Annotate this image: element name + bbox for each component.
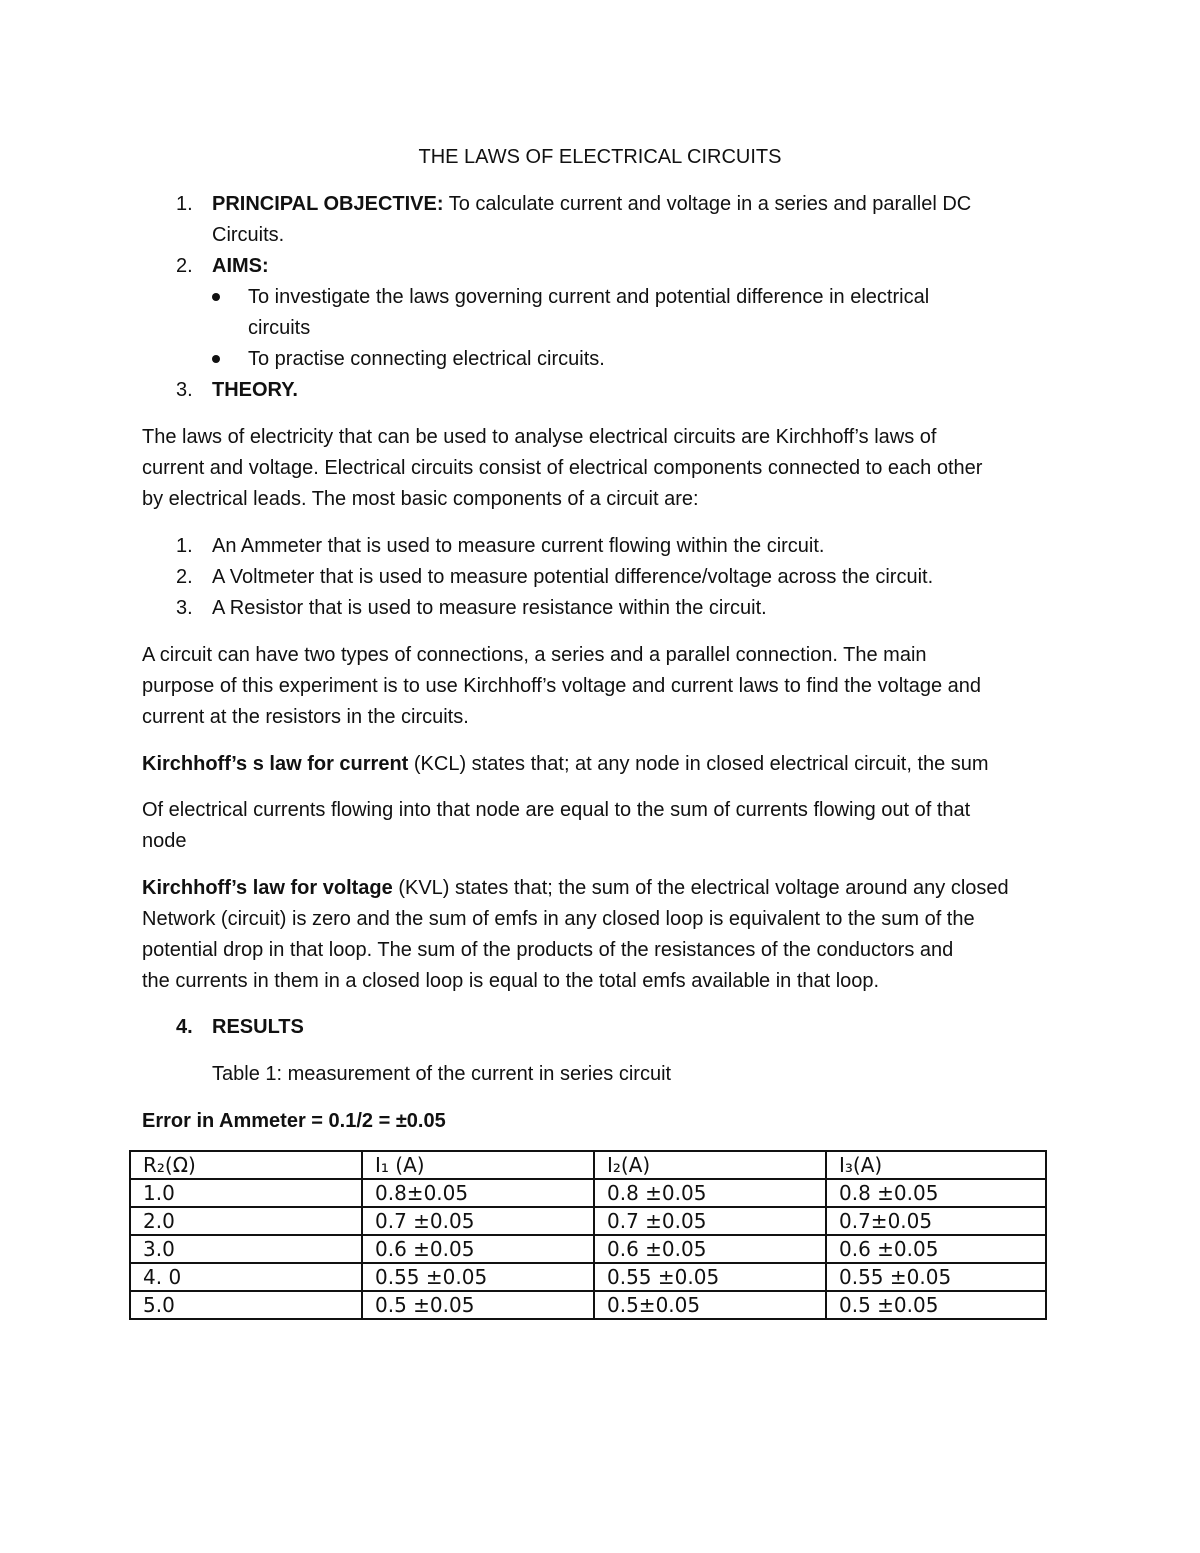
component-item: A Voltmeter that is used to measure potential difference/voltage across the circuit. [212,566,934,588]
table-cell: 2.0 [130,1207,362,1235]
section4-label: RESULTS [212,1016,304,1038]
theory-para2-line: purpose of this experiment is to use Kirchhoff’s voltage and current laws to find the voltage and [142,675,982,697]
table-caption: Table 1: measurement of the current in series circuit [212,1063,672,1085]
kcl-text-line3: node [142,830,187,852]
table-row [130,1291,1046,1319]
kcl-label: Kirchhoff’s s law for current [142,753,409,775]
table-cell: 0.6 ±0.05 [594,1235,826,1263]
table-cell: 1.0 [130,1179,362,1207]
section1-text-continued: Circuits. [212,224,285,246]
table-cell: 0.55 ±0.05 [594,1263,826,1291]
kvl-text-line: potential drop in that loop. The sum of the products of the resistances of the conductors and [142,939,954,961]
table-cell: 4. 0 [130,1263,362,1291]
kvl-text-line: the currents in them in a closed loop is equal to the total emfs available in that loop. [142,970,880,992]
table-cell: 0.7 ±0.05 [594,1207,826,1235]
section4-number: 4. [176,1016,193,1038]
kcl-text: (KCL) states that; at any node in closed electrical circuit, the sum [408,753,989,775]
theory-para2-line: A circuit can have two types of connections, a series and a parallel connection. The main [142,644,927,666]
table-row [130,1235,1046,1263]
results-table [129,1150,1047,1320]
section3-label: THEORY. [212,379,298,401]
component-number: 3. [176,597,193,619]
table-row [130,1179,1046,1207]
kvl-text: (KVL) states that; the sum of the electrical voltage around any closed [392,877,1009,899]
section2-heading [212,251,269,282]
bullet-dot-icon [212,293,220,301]
aim-bullet-2: To practise connecting electrical circuits. [248,348,605,370]
error-note: Error in Ammeter = 0.1/2 = ±0.05 [142,1110,446,1132]
section1-text: To calculate current and voltage in a series and parallel DC [443,193,972,215]
table-header-cell: I₂(A) [594,1151,826,1179]
section1-label: PRINCIPAL OBJECTIVE: [212,193,444,215]
table-cell: 5.0 [130,1291,362,1319]
table-row [130,1207,1046,1235]
kcl-statement [142,749,989,780]
component-item: A Resistor that is used to measure resistance within the circuit. [212,597,767,619]
aim-bullet-1-continued: circuits [248,317,311,339]
theory-para1-line: The laws of electricity that can be used to analyse electrical circuits are Kirchhoff’s laws of [142,426,937,448]
section3-heading [212,375,298,406]
theory-para2-line: current at the resistors in the circuits. [142,706,469,728]
bullet-dot-icon [212,355,220,363]
theory-para1-line: by electrical leads. The most basic components of a circuit are: [142,488,699,510]
component-item: An Ammeter that is used to measure current flowing within the circuit. [212,535,825,557]
table-header-cell: R₂(Ω) [130,1151,362,1179]
aim-bullet-1: To investigate the laws governing current and potential difference in electrical [248,286,930,308]
table-cell: 3.0 [130,1235,362,1263]
table-cell: 0.55 ±0.05 [826,1263,1046,1291]
table-cell: 0.7±0.05 [826,1207,1046,1235]
table-cell: 0.6 ±0.05 [826,1235,1046,1263]
section1-number: 1. [176,193,193,215]
table-cell: 0.6 ±0.05 [362,1235,594,1263]
component-number: 2. [176,566,193,588]
kvl-statement [142,873,1009,904]
theory-para1-line: current and voltage. Electrical circuits consist of electrical components connected to each other [142,457,983,479]
table-cell: 0.8 ±0.05 [826,1179,1046,1207]
table-header-cell: I₃(A) [826,1151,1046,1179]
page-title: THE LAWS OF ELECTRICAL CIRCUITS [418,146,782,168]
table-cell: 0.5 ±0.05 [826,1291,1046,1319]
kvl-label: Kirchhoff’s law for voltage [142,877,393,899]
table-cell: 0.8 ±0.05 [594,1179,826,1207]
table-cell: 0.8±0.05 [362,1179,594,1207]
component-number: 1. [176,535,193,557]
kvl-text-line: Network (circuit) is zero and the sum of emfs in any closed loop is equivalent to the sum of the [142,908,975,930]
table-cell: 0.5±0.05 [594,1291,826,1319]
section4-heading [212,1012,304,1043]
kcl-text-line2: Of electrical currents flowing into that node are equal to the sum of currents flowing out of that [142,799,971,821]
section2-label: AIMS: [212,255,269,277]
table-header-row [130,1151,1046,1179]
table-row [130,1263,1046,1291]
table-header-cell: I₁ (A) [362,1151,594,1179]
table-cell: 0.55 ±0.05 [362,1263,594,1291]
section2-number: 2. [176,255,193,277]
table-cell: 0.5 ±0.05 [362,1291,594,1319]
section3-number: 3. [176,379,193,401]
section1-objective [212,189,971,220]
table-cell: 0.7 ±0.05 [362,1207,594,1235]
